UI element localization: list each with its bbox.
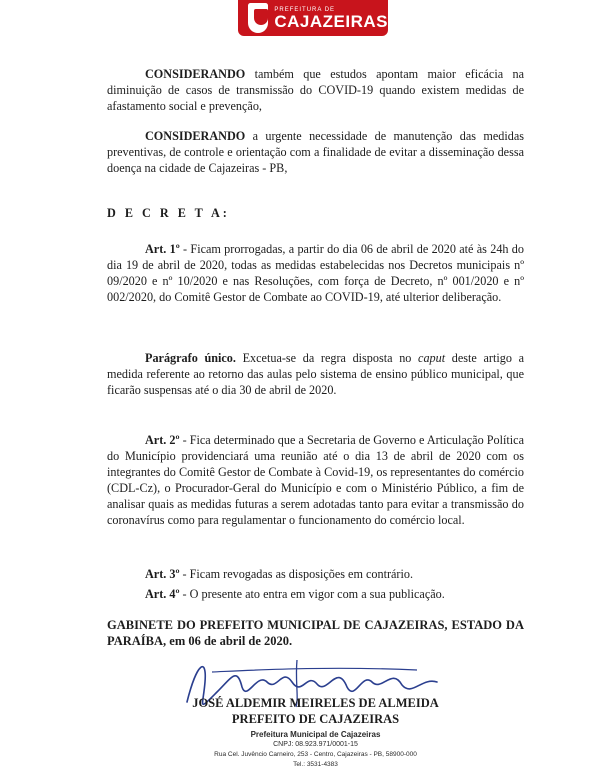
considerando-lead: CONSIDERANDO: [145, 67, 246, 81]
stamp-cnpj: CNPJ: 08.923.971/0001-15: [273, 741, 358, 748]
gabinete-closing: GABINETE DO PREFEITO MUNICIPAL DE CAJAZEIRAS, ESTADO DA PARAÍBA, em 06 de abril de 2020.: [107, 618, 524, 648]
article-4: [107, 586, 524, 602]
caput-term: caput: [418, 351, 446, 365]
signature-block: [107, 650, 524, 781]
paragrafo-unico: [107, 350, 524, 398]
paragrafo-text-a: Excetua-se da regra disposta no: [235, 351, 419, 365]
article-4-text: - O presente ato entra em vigor com a sua publicação.: [179, 587, 445, 601]
article-1-lead: Art. 1º: [145, 242, 180, 256]
article-3: [107, 566, 524, 582]
article-1-text: - Ficam prorrogadas, a partir do dia 06 de abril de 2020 até às 24h do dia 19 de abril de 2020, todas as medidas estabelecidas nos Decretos municipais nº 09/2020 e nº 10/2020 e nas Resoluções, com força de Decreto, nº 001/2020 e nº 002/2020, do Comitê Gestor de Combate ao COVID-19, até ulterior deliberação.: [107, 242, 524, 304]
article-1: [107, 241, 524, 305]
considerando-text: a urgente necessidade de manutenção das medidas preventivas, de controle e orientação com a finalidade de evitar a disseminação dessa doença na cidade de Cajazeiras - PB,: [107, 129, 524, 175]
city-logo: [238, 0, 388, 36]
mayor-name: JOSÉ ALDEMIR MEIRELES DE ALMEIDA: [192, 696, 439, 710]
article-2-lead: Art. 2º: [145, 433, 180, 447]
stamp-phone: Tel.: 3531-4383: [293, 761, 338, 768]
considerando-paragraph-2: [107, 128, 524, 176]
article-4-lead: Art. 4º: [145, 587, 180, 601]
article-3-lead: Art. 3º: [145, 567, 180, 581]
article-3-text: - Ficam revogadas as disposições em contrário.: [179, 567, 414, 581]
mayor-title: PREFEITO DE CAJAZEIRAS: [231, 712, 400, 726]
considerando-lead: CONSIDERANDO: [145, 129, 246, 143]
logo-subtitle: PREFEITURA DE: [274, 6, 336, 13]
considerando-paragraph-1: [107, 66, 524, 114]
paragrafo-text-b: deste artigo a medida referente ao retorno das aulas pelo sistema de ensino público municipal, que ficarão suspensas até o dia 30 de abril de 2020.: [107, 351, 524, 397]
stamp-address: Rua Cel. Juvêncio Carneiro, 253 - Centro, Cajazeiras - PB, 58900-000: [214, 751, 417, 758]
logo-city-name: CAJAZEIRAS: [274, 11, 388, 31]
coat-of-arms-icon: [248, 3, 268, 33]
considerando-text: também que estudos apontam maior eficácia na diminuição de casos de transmissão do COVID-19 quando existem medidas de afastamento social e prevenção,: [107, 67, 524, 113]
article-2: [107, 432, 524, 528]
article-2-text: - Fica determinado que a Secretaria de Governo e Articulação Política do Município providenciará uma reunião até o dia 13 de abril de 2020 com os integrantes do Comitê Gestor de Combate à Covid-19, os representantes do comércio (CDL-Cz), o Procurador-Geral do Município e com o Ministério Público, a fim de analisar quais as medidas futuras a serem adotadas tanto para evitar a transmissão do coronavírus como para regulamentar o funcionamento do comércio local.: [107, 433, 524, 527]
decreta-heading: D E C R E T A:: [107, 206, 230, 220]
paragrafo-lead: Parágrafo único.: [145, 351, 236, 365]
stamp-institution: Prefeitura Municipal de Cajazeiras: [250, 730, 381, 739]
